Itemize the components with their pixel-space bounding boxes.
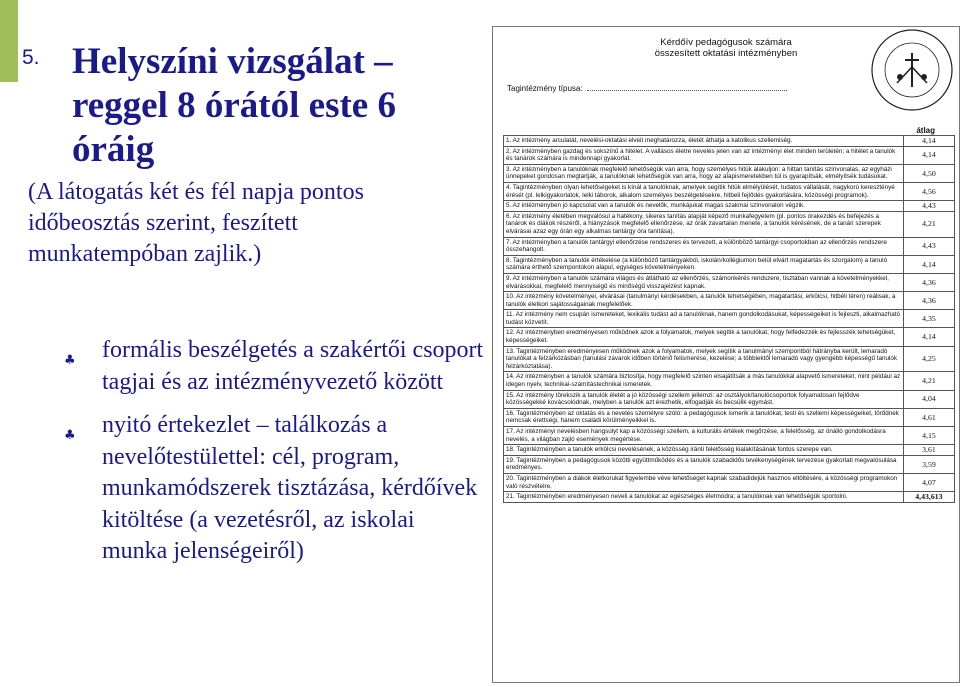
item-text: 17. Az intézményi nevelésben hangsúlyt kap a közösségi szellem, a kulturális értékek megőrzése, a felelősség, az önálló gondolkodásra nevelés, a világban zajló események megértése.: [504, 427, 904, 445]
document-title-line1: Kérdőív pedagógusok számára: [660, 37, 792, 48]
item-text: 4. Tagintézményben olyan lehetőségeket is kínál a tanulóknak, amelyek segítik hitük elmélyülését, tudatos vállalását, nagykorú keresztényé érését (pl. lelkigyakorlatok, lelki táborok, alkalom személyes beszélgetésekre, hitbeli fejlődés gyakorlására, közösségi programok).: [504, 182, 904, 200]
item-average: 4,21: [903, 211, 954, 237]
item-average: 4,50: [903, 164, 954, 182]
item-text: 11. Az intézmény nem csupán ismereteket, lexikális tudást ad a tanulóknak, hanem gondolkodásukat, képességeiket is fejleszti, alkalmazható tudást közvetít.: [504, 310, 904, 328]
average-column-header: átlag: [916, 126, 935, 135]
bullet-item: [64, 335, 484, 398]
item-average: 4,04: [903, 390, 954, 408]
institution-type-row: [507, 84, 807, 93]
club-icon: ♣: [64, 428, 76, 443]
table-row: [504, 445, 955, 456]
item-average: 4,14: [903, 136, 954, 147]
item-text: 21. Tagintézményben eredményesen neveli a tanulókat az egészséges életmódra; a tanulóknak van lehetőségük sportolni.: [504, 492, 904, 503]
item-text: 9. Az intézményben a tanulók számára világos és átlátható az ellenőrzés, számonkérés rendszere, tisztában vannak a követelményekkel, elvárásokkal, megfelelő mennyiségű és minőségű visszajelzést kapnak.: [504, 273, 904, 291]
table-row: [504, 201, 955, 212]
slide-subtitle: (A látogatás két és fél napja pontos időbeosztás szerint, feszített munkatempóban zajlik.): [28, 179, 364, 267]
slide-number: 5.: [22, 46, 40, 69]
item-average: 4,35: [903, 310, 954, 328]
item-average: 4,14: [903, 146, 954, 164]
item-text: 3. Az intézményben a tanulóknak megfelelő lehetőségük van arra, hogy személyes hitük alakuljon: a hittan tanítás színvonalas, az egyházi ünnepeket gondosan megtartják, a tanulóknak lehetőségük van arra, hogy az alapismeretekben túl is gyarapítsák, elmélyítsék tudásukat.: [504, 164, 904, 182]
item-text: 18. Tagintézményben a tanulók erkölcsi nevelésének, a közösség iránti felelősség kialakításának fontos szerepe van.: [504, 445, 904, 456]
table-row: [504, 146, 955, 164]
item-average: 3,59: [903, 455, 954, 473]
item-text: 20. Tagintézményben a diákok életkorukat figyelembe véve lehetőséget kapnak szabadidejük hasznos eltöltésére, a közösségi programokon való részvételre.: [504, 473, 904, 491]
table-row: [504, 346, 955, 372]
item-text: 12. Az intézményben eredményesen működnek azok a folyamatok, melyek segítik a tanulókat, hogy felfedezzék és fejlesszék tehetségüket, képességeiket.: [504, 328, 904, 346]
item-average: 4,14: [903, 255, 954, 273]
club-icon: ♣: [64, 353, 76, 368]
table-row: [504, 310, 955, 328]
table-row: [504, 136, 955, 147]
table-row: [504, 427, 955, 445]
item-average: 4,43: [903, 237, 954, 255]
table-row: [504, 455, 955, 473]
table-row: [504, 372, 955, 390]
bullet-text: formális beszélgetés a szakértői csoport tagjai és az intézményvezető között: [102, 337, 484, 395]
item-average: 4,43: [903, 201, 954, 212]
item-average: 4,21: [903, 372, 954, 390]
institute-seal-icon: [869, 27, 955, 113]
item-average: 4,25: [903, 346, 954, 372]
item-average: 4,61: [903, 408, 954, 426]
document-title-line2: összesített oktatási intézményben: [654, 48, 798, 59]
bullet-item: [64, 410, 484, 568]
institution-type-label: Tagintézmény típusa:: [507, 84, 583, 93]
item-average: 4,14: [903, 328, 954, 346]
item-text: 13. Tagintézményben eredményesen működnek azok a folyamatok, melyek segítik a tanulmányi szempontból hátrányba került, lemaradó tanulókat a felzárkózásban (tanulási zavarok időben történő felismerése, kezelése; a többiektől lemaradó vagy gyengébb képességű tanulók felzárkóztatása).: [504, 346, 904, 372]
item-text: 8. Tagintézményben a tanulók értékelése (a különböző tantárgyakból, iskolán/kollégiumon belül elvárt magatartás és szorgalom) a tanuló számára érthető szempontokon alapul, egységes követelményeken.: [504, 255, 904, 273]
table-row: [504, 492, 955, 503]
table-row: [504, 237, 955, 255]
bullet-list: [64, 335, 484, 580]
item-text: 1. Az intézmény arculatát, nevelési-oktatási elveit meghatározza, életét áthatja a katolikus szellemiség.: [504, 136, 904, 147]
item-text: 5. Az intézményben jó kapcsolat van a tanulók és nevelők, munkájukat magas szakmai színvonalon végzik.: [504, 201, 904, 212]
item-average: 4,43,613: [903, 492, 954, 503]
questionnaire-table: [503, 135, 955, 503]
item-average: 3,61: [903, 445, 954, 456]
table-row: [504, 408, 955, 426]
item-text: 10. Az intézmény követelményei, elvárásai (tanulmányi kérdésekben, a tanulók tehetségében, magatartási, erkölcsi, hitbéli téren) reálisak, a tanulók életkori sajátosságainak megfelelőek.: [504, 292, 904, 310]
table-row: [504, 211, 955, 237]
item-text: 7. Az intézményben a tanulók tantárgyi ellenőrzése rendszeres és tervezett, a különböző tantárgyi csoportokban az ellenőrzés rendszere összehangolt.: [504, 237, 904, 255]
questionnaire-document: [492, 26, 960, 683]
table-row: [504, 473, 955, 491]
item-text: 6. Az intézmény életében megvalósul a hatékony, sikeres tanítás alapját képező munkafegyelem (pl. pontos órakezdés és befejezés a tanárok és diákok részéről, a hiányzások megfelelő ellenőrzése, az órák zavartalan menete, a tanulók kérésének, de a tanári szerepek elvárásai azaz egy órán egy alkalmas tantárgy óra tanítása).: [504, 211, 904, 237]
item-average: 4,07: [903, 473, 954, 491]
item-text: 2. Az intézményben gazdag és sokszínű a hitélet. A vallásos életre nevelés jelen van az intézményi élet minden területén; a hitélet a tanulók és tanárok számára is mindennapi gyakorlat.: [504, 146, 904, 164]
accent-bar: [0, 0, 18, 82]
item-average: 4,56: [903, 182, 954, 200]
table-row: [504, 164, 955, 182]
institution-type-blank: [587, 90, 787, 91]
table-row: [504, 328, 955, 346]
table-row: [504, 292, 955, 310]
table-row: [504, 390, 955, 408]
item-text: 15. Az intézmény törekszik a tanulók életét a jó közösségi szellem jellemzi: az osztályok/tanulócsoportok folyamatosan fejlődve közösségekké kovácsolódnak, melyben a tanulók azt érezhetik, elfogadják és becsülik egymást.: [504, 390, 904, 408]
item-text: 14. Az intézményben a tanulók számára biztosítja, hogy megfelelő szinten elsajátítsák a más tanulókkal alapvető ismereteket, mint például az idegen nyelv, technikai-számítástechnikai ismeretek.: [504, 372, 904, 390]
item-average: 4,36: [903, 292, 954, 310]
item-text: 16. Tagintézményben az oktatás és a nevelés személyre szóló: a pedagógusok ismerik a tanulókat, testi és szellemi képességeiket, törődnek nemcsak érettségi, hanem családi körülményeikkel is.: [504, 408, 904, 426]
slide-title: Helyszíni vizsgálat – reggel 8 órától este 6 óráig: [72, 41, 396, 170]
item-average: 4,36: [903, 273, 954, 291]
table-row: [504, 255, 955, 273]
table-row: [504, 182, 955, 200]
item-average: 4,15: [903, 427, 954, 445]
item-text: 19. Tagintézményben a pedagógusok közötti együttműködés és a tanulók szabadidős tevékenységének tervezése gyakorlati megvalósulása eredményes.: [504, 455, 904, 473]
table-row: [504, 273, 955, 291]
bullet-text: nyitó értekezlet – találkozás a nevelőtestülettel: cél, program, munkamódszerek tisztázása, kérdőívek kitöltése (a vezetésről, az iskolai munka jelenségeiről): [102, 412, 478, 564]
